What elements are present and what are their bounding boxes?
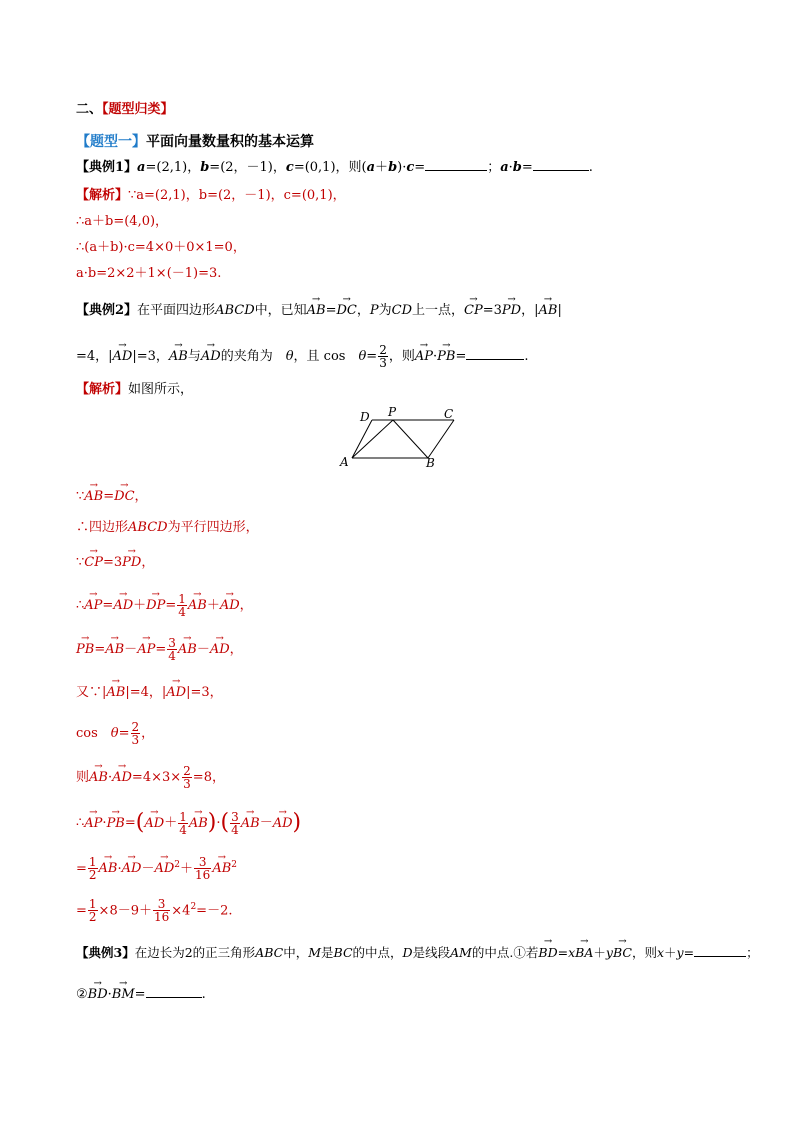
solution2-line-cp <box>76 552 734 573</box>
fraction <box>131 721 141 746</box>
text-ex3-label: 【典例3】 <box>76 945 135 960</box>
text-vec-pb: → PB <box>107 813 125 831</box>
text-fracs-sixteen: 16 <box>195 868 211 883</box>
text-ex1-q-dot: · <box>508 160 513 175</box>
text-sol1-l3: ∴(a＋b)·c=4×0＋0×1=0， <box>76 240 246 255</box>
text-ex2-t9: =4，| <box>76 349 113 364</box>
text-ex2-t5: 上一点， <box>412 303 465 318</box>
text-sol2-plus: ＋ <box>180 861 194 877</box>
bracket: ( <box>135 810 145 835</box>
text-ex1-q-b-val: =(2，－1)， <box>209 160 286 175</box>
text-sol2-then: 则 <box>76 770 90 785</box>
text-ex1-q-b: b <box>200 160 210 175</box>
text-sol2-minus: － <box>259 815 273 831</box>
fraction <box>88 898 98 923</box>
text-vec-bd: → BD <box>538 942 557 960</box>
text-sol1-l4: a·b=2×2＋1×(－1)=3. <box>76 266 222 281</box>
text-ex2-t1: 在平面四边形 <box>137 303 216 318</box>
text-vec-ad: → AD <box>166 682 186 700</box>
text-vec-cp: → CP <box>464 300 483 318</box>
text-vec-ab: → AB <box>178 639 197 657</box>
text-fracs-two: 2 <box>88 910 97 925</box>
text-sol2-therefore: ∴ <box>76 520 90 535</box>
math-text <box>500 160 508 175</box>
text-fracs-four: 4 <box>179 822 187 837</box>
text-ex2-theta: θ <box>285 349 294 364</box>
text-vec-ab: → AB <box>169 346 188 364</box>
fraction <box>194 856 211 881</box>
text-vec-ap: → AP <box>84 595 102 613</box>
text-ex2-t16: · <box>432 349 438 364</box>
text-vec-ab: → AB <box>212 858 231 876</box>
text-vec-ad: → AD <box>113 595 133 613</box>
text-ex2-t6: =3 <box>482 303 502 318</box>
fraction <box>88 856 98 881</box>
solution2-line-cos <box>76 720 734 748</box>
label-B: B <box>426 456 435 470</box>
text-ex1-q-eq2: = <box>521 160 533 175</box>
text-sol2-therefore: ∴ <box>76 815 85 831</box>
text-ex3-t5: 的中点， <box>352 945 403 960</box>
math-text <box>513 160 522 175</box>
text-ex2-t15: ，则 <box>388 349 415 364</box>
example1-question <box>76 158 734 178</box>
text-ex2-t14: = <box>366 349 378 364</box>
text-ex3-c2: ② <box>76 987 88 1002</box>
text-fracs-one: 1 <box>179 809 187 824</box>
text-sol2-cos: cos <box>76 726 98 741</box>
text-ex3-dot: · <box>107 987 112 1002</box>
text-vec-ad: → AD <box>113 346 133 364</box>
text-sol2-sq: 2 <box>231 860 237 870</box>
text-fracs-four: 4 <box>231 822 239 837</box>
bracket: ) <box>207 810 217 835</box>
text-sol1-label: 【解析】 <box>76 188 129 203</box>
text-ex2-t7: ，| <box>521 303 539 318</box>
text-vec-ad: → AD <box>122 858 142 876</box>
text-sol2-theta: θ <box>110 726 119 741</box>
text-sol2-comma: ， <box>229 642 243 657</box>
text-sol2-comma: ， <box>134 489 148 504</box>
text-sol2-abs-eq3: |=3， <box>186 685 223 700</box>
text-sol1-l1: ∵a=(2,1)，b=(2，－1)，c=(0,1)， <box>128 188 346 203</box>
text-ex3-y2: y <box>676 945 684 960</box>
text-sol2-intro: 如图所示， <box>128 382 194 397</box>
answer-blank[interactable] <box>466 347 524 360</box>
text-ex3-m: M <box>308 945 322 960</box>
text-sol2-line-final: ×8－9＋ <box>98 903 152 919</box>
text-ex2-label: 【典例2】 <box>76 303 138 318</box>
solution2-intro <box>76 380 734 400</box>
text-vec-ap: → AP <box>415 346 433 364</box>
text-fracs-one: 1 <box>178 592 186 606</box>
text-fracs-three: 3 <box>379 356 387 370</box>
text-sol2-eq: = <box>155 642 167 657</box>
text-ex1-q-close: )· <box>397 160 407 175</box>
text-sol2-parallel-b: ABCD <box>128 520 168 535</box>
text-ex1-q-end: . <box>588 160 593 175</box>
section-title <box>76 100 734 120</box>
text-vec-cp: → CP <box>84 552 103 570</box>
text-ex1-label: 【典例1】 <box>76 160 138 175</box>
answer-blank[interactable] <box>146 985 202 998</box>
fraction <box>177 593 187 618</box>
text-sol2-sq: 2 <box>174 860 181 870</box>
text-fracs-one: 1 <box>88 855 97 870</box>
text-ex1-q-a3: a <box>500 160 509 175</box>
text-ex2-t13: ，且 cos <box>293 349 346 364</box>
text-ex3-t13: ； <box>746 945 759 960</box>
text-vec-pd: → PD <box>122 552 141 570</box>
answer-blank[interactable] <box>533 158 589 171</box>
text-sol2-sq: 2 <box>190 902 197 912</box>
text-sol2-also: 又∵| <box>76 685 107 700</box>
text-sol2-eq: = <box>94 642 106 657</box>
text-sol2-eq: = <box>76 861 87 877</box>
text-section-title-prefix: 二、 <box>76 102 103 117</box>
text-sol2-plus: ＋ <box>133 598 147 613</box>
text-ex2-t3: ， <box>356 303 370 318</box>
text-vec-dc: → DC <box>114 486 134 504</box>
text-fracs-three: 3 <box>153 898 170 911</box>
text-vec-ap: → AP <box>84 813 102 831</box>
label-P: P <box>388 405 397 419</box>
text-fracs-two: 2 <box>131 720 140 734</box>
math-text <box>388 160 397 175</box>
text-vec-pb: → PB <box>437 346 455 364</box>
label-C: C <box>444 407 454 421</box>
text-type1-title: 平面向量数量积的基本运算 <box>146 134 314 150</box>
text-vec-ab: → AB <box>307 300 326 318</box>
text-vec-bd: → BD <box>88 984 108 1002</box>
text-vec-ad: → AD <box>220 595 240 613</box>
text-sol2-comma: ， <box>141 555 155 570</box>
text-fracs-four: 4 <box>168 649 176 663</box>
text-ex3-t10: ，则 <box>631 945 657 960</box>
solution1-line4 <box>76 264 734 284</box>
text-ex3-t9: ＋ <box>593 945 606 960</box>
text-ex3-t4: 是 <box>321 945 334 960</box>
fraction <box>182 765 192 790</box>
text-vec-bm: → BM <box>112 984 135 1002</box>
text-vec-bc: → BC <box>613 942 632 960</box>
parallelogram-figure <box>336 404 466 470</box>
text-ex2-t17: = <box>455 349 467 364</box>
text-ex3-t1: 在边长为 <box>134 945 185 960</box>
text-vec-pd: → PD <box>502 300 521 318</box>
text-ex2-p: P <box>369 303 379 318</box>
text-ex2-t4: 为 <box>378 303 392 318</box>
text-ex3-x2: x <box>656 945 665 960</box>
text-ex1-q-a-val: =(2,1)， <box>145 160 201 175</box>
solution1-line1 <box>76 186 734 206</box>
text-fracs-one: 1 <box>88 897 97 912</box>
text-vec-ab: → AB <box>538 300 557 318</box>
text-ex2-t2: 中，已知 <box>254 303 307 318</box>
text-type1-tag: 【题型一】 <box>76 134 146 150</box>
text-sol2-therefore: ∴ <box>76 598 85 613</box>
text-vec-dc: → DC <box>337 300 357 318</box>
text-vec-ab: → AB <box>105 639 124 657</box>
answer-blank[interactable] <box>694 944 746 957</box>
example3-question-line2 <box>76 984 734 1005</box>
text-ex2-theta: θ <box>358 349 367 364</box>
example2-question-line2 <box>76 342 734 372</box>
text-fracs-two: 2 <box>379 343 387 357</box>
text-vec-ab: → AB <box>84 486 103 504</box>
type1-heading <box>76 132 734 152</box>
text-vec-ab: → AB <box>106 682 125 700</box>
text-sol2-parallel-c: 为平行四边形， <box>167 520 259 535</box>
text-ex3-t6: 是线段 <box>412 945 451 960</box>
text-vec-ab: → AB <box>99 858 118 876</box>
text-sol2-abs-eq4: |=4，| <box>125 685 167 700</box>
text-ex3-t8: = <box>557 945 569 960</box>
text-sol2-eq: = <box>102 598 114 613</box>
text-ex2-t10: |=3， <box>132 349 169 364</box>
label-D: D <box>360 410 370 424</box>
text-vec-ad: → AD <box>112 767 132 785</box>
text-sol2-eq: = <box>124 815 136 831</box>
math-text <box>200 160 209 175</box>
text-sol2-label: 【解析】 <box>76 382 129 397</box>
text-sol2-minus: － <box>141 861 155 877</box>
text-ex2-t12: 的夹角为 <box>220 349 273 364</box>
text-sol2-eq: = <box>103 489 115 504</box>
text-ex3-am: AM <box>450 945 472 960</box>
text-sol2-prod: =4×3× <box>131 770 182 785</box>
text-vec-ad: → AD <box>144 813 164 831</box>
text-sol2-minus: － <box>196 642 210 657</box>
text-sol2-final2: ×4 <box>171 903 191 919</box>
answer-blank[interactable] <box>425 158 487 171</box>
text-ex1-q-c2: c <box>406 160 415 175</box>
text-section-title-label: 【题型归类】 <box>102 102 174 117</box>
text-ex3-d: D <box>402 945 413 960</box>
fraction <box>378 344 388 369</box>
solution1-line2 <box>76 212 734 232</box>
text-vec-ad: → AD <box>210 639 230 657</box>
text-ex3-x: x <box>568 945 576 960</box>
text-ex3-t7: 的中点.①若 <box>471 945 539 960</box>
text-ex1-q-b2: b <box>388 160 398 175</box>
solution2-line-expand <box>76 850 734 883</box>
fraction <box>230 811 240 836</box>
text-fracs-three: 3 <box>131 733 140 747</box>
text-sol2-dot: · <box>117 861 122 877</box>
text-sol2-three: =3 <box>102 555 123 570</box>
text-ex2-t18: . <box>524 349 529 364</box>
text-vec-ab: → AB <box>241 813 260 831</box>
text-fracs-two: 2 <box>183 764 191 778</box>
text-vec-ad: → AD <box>154 858 174 876</box>
solution2-line-product <box>76 808 734 838</box>
text-vec-pb: → PB <box>76 639 94 657</box>
example3-question-line1 <box>76 942 759 963</box>
text-vec-ab: → AB <box>89 767 108 785</box>
text-ex1-q-plus: ＋ <box>375 160 389 175</box>
text-vec-ab: → AB <box>189 813 208 831</box>
solution2-line-pb <box>76 636 734 664</box>
text-vec-dp: → DP <box>146 595 165 613</box>
solution2-line-ap <box>76 592 734 620</box>
bracket: ( <box>220 810 230 835</box>
math-text <box>367 160 375 175</box>
solution2-line-ab-dc <box>76 486 734 507</box>
text-sol1-l2: ∴a＋b=(4,0)， <box>76 214 169 229</box>
text-ex1-q-sep: ； <box>487 160 501 175</box>
text-ex2-t8: | <box>557 303 562 318</box>
text-ex3-two: 2 <box>184 945 193 960</box>
solution2-line-ab-ad <box>76 764 734 792</box>
text-ex1-q-ab: a <box>366 160 376 175</box>
text-sol2-plus: ＋ <box>164 815 178 831</box>
text-ex3-t14: = <box>134 987 146 1002</box>
text-ex1-q-b3: b <box>512 160 522 175</box>
text-ex3-t15: . <box>201 987 206 1002</box>
text-fracs-sixteen: 16 <box>153 910 170 925</box>
text-ex3-t3: 中， <box>283 945 309 960</box>
text-vec-ab: → AB <box>188 595 207 613</box>
text-fracs-three: 3 <box>194 856 211 869</box>
text-ex3-y: y <box>605 945 613 960</box>
text-sol2-comma: ， <box>141 726 155 741</box>
text-fracs-three: 3 <box>231 809 239 824</box>
solution2-line-parallelogram <box>76 518 734 538</box>
text-fracs-two: 2 <box>88 868 97 883</box>
solution1-line3 <box>76 238 734 258</box>
text-ex3-t11: ＋ <box>664 945 677 960</box>
text-sol2-eq8: =8， <box>192 770 225 785</box>
text-vec-ba: → BA <box>575 942 593 960</box>
text-sol2-eq: = <box>76 903 87 919</box>
text-ex3-t12: = <box>683 945 695 960</box>
text-sol2-dot: · <box>102 815 107 831</box>
text-sol2-eq: = <box>325 303 337 318</box>
text-sol2-dot: · <box>216 815 221 831</box>
fraction <box>178 811 188 836</box>
text-ex1-q-eq: = <box>414 160 426 175</box>
solution2-line-final <box>76 892 734 925</box>
text-ex2-t11: 与 <box>187 349 201 364</box>
text-ex1-q-c: c <box>285 160 294 175</box>
text-sol2-eq: = <box>118 726 130 741</box>
text-ex3-bc: BC <box>333 945 353 960</box>
text-ex1-q-c-val: =(0,1)，则( <box>293 160 367 175</box>
text-sol2-final3: =－2. <box>196 903 233 919</box>
math-text <box>286 160 294 175</box>
text-sol2-parallel-a: 四边形 <box>89 520 129 535</box>
text-sol2-plus: ＋ <box>206 598 220 613</box>
bracket: ) <box>292 810 302 835</box>
text-sol2-eq: = <box>165 598 177 613</box>
text-sol2-comma: ， <box>239 598 253 613</box>
label-A: A <box>340 455 349 469</box>
text-fracs-three: 3 <box>183 777 191 791</box>
text-ex3-t2: 的正三角形 <box>192 945 256 960</box>
text-ex2-abcd: ABCD <box>215 303 255 318</box>
text-fracs-four: 4 <box>178 605 186 619</box>
text-sol2-minus: － <box>124 642 138 657</box>
text-ex2-cd: CD <box>391 303 413 318</box>
text-sol2-dot: · <box>107 770 113 785</box>
fraction <box>153 898 170 923</box>
text-sol2-because: ∵ <box>76 489 85 504</box>
text-sol2-because: ∵ <box>76 555 85 570</box>
text-vec-ad: → AD <box>201 346 221 364</box>
text-ex1-q-a: a <box>137 160 146 175</box>
solution2-line-abs <box>76 682 734 703</box>
example2-question-line1 <box>76 300 734 321</box>
text-vec-ad: → AD <box>273 813 293 831</box>
text-vec-ap: → AP <box>137 639 155 657</box>
text-fracs-three: 3 <box>168 636 176 650</box>
text-ex3-abc: ABC <box>255 945 284 960</box>
fraction <box>167 637 177 662</box>
